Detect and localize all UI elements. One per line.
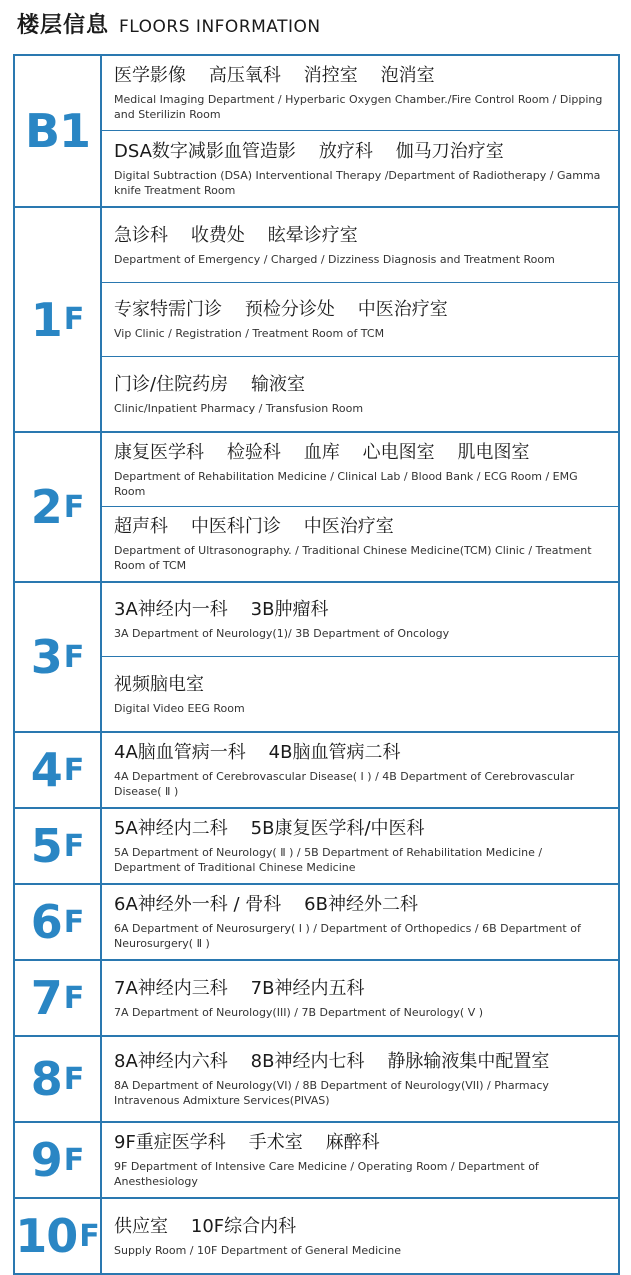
department-name-cn: 门诊/住院药房 输液室 (114, 373, 305, 395)
page-title-cn: 楼层信息 (17, 13, 110, 38)
department-name-en: Clinic/Inpatient Pharmacy / Transfusion Room (114, 401, 364, 415)
department-name-en: Department of Emergency / Charged / Dizziness Diagnosis and Treatment Room (114, 252, 555, 266)
floors-table (13, 54, 620, 1275)
department-name-en: 5A Department of Neurology( Ⅱ ) / 5B Department of Rehabilitation Medicine / Department of Traditional Chinese Medicine (114, 846, 543, 874)
floor-departments (102, 809, 618, 883)
floor-block (13, 583, 620, 733)
floor-number: 7 (30, 971, 62, 1025)
department-row (102, 583, 618, 657)
floor-number: B1 (24, 104, 91, 158)
department-row (102, 357, 618, 431)
department-row (102, 507, 618, 581)
floor-departments (102, 56, 618, 206)
floor-number: 4 (30, 743, 62, 797)
floor-number: 10 (15, 1209, 78, 1263)
department-name-cn: 专家特需门诊 预检分诊处 中医治疗室 (114, 299, 448, 320)
department-row (102, 1123, 618, 1197)
floor-number: 3 (30, 630, 62, 684)
department-name-cn: 9F重症医学科 手术室 麻醉科 (114, 1132, 380, 1153)
floor-label (15, 1123, 102, 1197)
floor-departments (102, 208, 618, 431)
department-name-cn: DSA数字减影血管造影 放疗科 伽马刀治疗室 (114, 140, 504, 162)
department-name-cn: 视频脑电室 (114, 673, 204, 695)
floor-suffix: F (63, 980, 85, 1016)
department-name-en: 7A Department of Neurology(III) / 7B Department of Neurology( V ) (114, 1005, 484, 1019)
page-title-en: FLOORS INFORMATION (119, 17, 321, 37)
department-name-en: 4A Department of Cerebrovascular Disease( Ⅰ ) / 4B Department of Cerebrovascular Disease( Ⅱ ) (114, 770, 575, 798)
floor-suffix: F (63, 639, 85, 675)
department-name-en: Department of Rehabilitation Medicine / Clinical Lab / Blood Bank / ECG Room / EMG Room (114, 469, 578, 498)
floor-suffix: F (79, 1218, 100, 1254)
floor-departments (102, 961, 618, 1035)
floor-label (15, 961, 102, 1035)
floor-number: 8 (30, 1052, 62, 1106)
department-name-cn: 8A神经内六科 8B神经内七科 静脉输液集中配置室 (114, 1051, 550, 1072)
department-name-en: Department of Ultrasonography. / Traditional Chinese Medicine(TCM) Clinic / Treatment Room of TCM (114, 544, 592, 572)
floor-label (15, 1037, 102, 1121)
floor-number: 2 (30, 480, 62, 534)
department-name-cn: 3A神经内一科 3B肿瘤科 (114, 599, 329, 620)
floor-block (13, 1037, 620, 1123)
department-row (102, 1037, 618, 1121)
floor-suffix: F (63, 302, 85, 337)
department-name-cn: 6A神经外一科 / 骨科 6B神经外二科 (114, 894, 418, 915)
floor-suffix: F (63, 752, 85, 788)
floor-label (15, 733, 102, 807)
department-name-en: 6A Department of Neurosurgery( Ⅰ ) / Department of Orthopedics / 6B Department of Neurosurgery( Ⅱ ) (114, 922, 581, 950)
department-name-en: Supply Room / 10F Department of General Medicine (114, 1243, 401, 1257)
department-name-en: Digital Subtraction (DSA) Interventional Therapy /Department of Radiotherapy / Gamma knife Treatment Room (114, 168, 601, 197)
floor-suffix: F (63, 1142, 85, 1178)
floor-block (13, 1123, 620, 1199)
floor-block (13, 1199, 620, 1275)
floor-departments (102, 583, 618, 731)
floor-block (13, 56, 620, 208)
department-row (102, 433, 618, 507)
department-name-en: Digital Video EEG Room (114, 701, 245, 715)
floor-departments (102, 1123, 618, 1197)
floor-label (15, 1199, 102, 1273)
department-name-cn: 供应室 10F综合内科 (114, 1215, 297, 1237)
department-row (102, 56, 618, 131)
department-name-en: 8A Department of Neurology(VI) / 8B Department of Neurology(VII) / Pharmacy Intravenous Admixture Services(PIVAS) (114, 1079, 549, 1107)
department-row (102, 208, 618, 283)
floor-block (13, 809, 620, 885)
floor-departments (102, 1037, 618, 1121)
department-row (102, 657, 618, 731)
floor-departments (102, 885, 618, 959)
department-name-cn: 康复医学科 检验科 血库 心电图室 肌电图室 (114, 441, 530, 463)
floor-departments (102, 733, 618, 807)
floor-label (15, 433, 102, 581)
department-row (102, 809, 618, 883)
department-name-en: 3A Department of Neurology(1)/ 3B Department of Oncology (114, 627, 450, 640)
department-row (102, 1199, 618, 1273)
floor-label (15, 583, 102, 731)
floor-departments (102, 433, 618, 581)
department-name-en: 9F Department of Intensive Care Medicine / Operating Room / Department of Anesthesiology (114, 1160, 539, 1188)
floor-block (13, 961, 620, 1037)
floor-block (13, 885, 620, 961)
floor-suffix: F (63, 828, 85, 864)
department-row (102, 131, 618, 206)
floor-label (15, 56, 102, 206)
floor-block (13, 733, 620, 809)
floor-number: 5 (30, 819, 62, 873)
department-row (102, 885, 618, 959)
department-name-en: Vip Clinic / Registration / Treatment Room of TCM (114, 327, 385, 340)
department-row (102, 283, 618, 357)
floor-number: 9 (30, 1133, 62, 1187)
department-name-cn: 超声科 中医科门诊 中医治疗室 (114, 516, 394, 537)
department-name-cn: 急诊科 收费处 眩晕诊疗室 (114, 224, 358, 246)
floor-suffix: F (63, 489, 85, 525)
floor-number: 6 (30, 895, 62, 949)
floor-label (15, 809, 102, 883)
department-name-cn: 4A脑血管病一科 4B脑血管病二科 (114, 742, 401, 763)
department-name-en: Medical Imaging Department / Hyperbaric Oxygen Chamber./Fire Control Room / Dipping and Sterilizin Room (114, 93, 603, 121)
page-header (17, 8, 321, 48)
floor-suffix: F (63, 904, 85, 940)
department-name-cn: 5A神经内二科 5B康复医学科/中医科 (114, 818, 425, 839)
department-name-cn: 7A神经内三科 7B神经内五科 (114, 977, 365, 999)
floor-departments (102, 1199, 618, 1273)
department-row (102, 961, 618, 1035)
department-name-cn: 医学影像 高压氧科 消控室 泡消室 (114, 65, 435, 86)
floor-number: 1 (30, 292, 62, 347)
floor-block (13, 433, 620, 583)
floor-block (13, 208, 620, 433)
floor-suffix: F (63, 1061, 85, 1097)
department-row (102, 733, 618, 807)
floor-label (15, 885, 102, 959)
floor-label (15, 208, 102, 431)
